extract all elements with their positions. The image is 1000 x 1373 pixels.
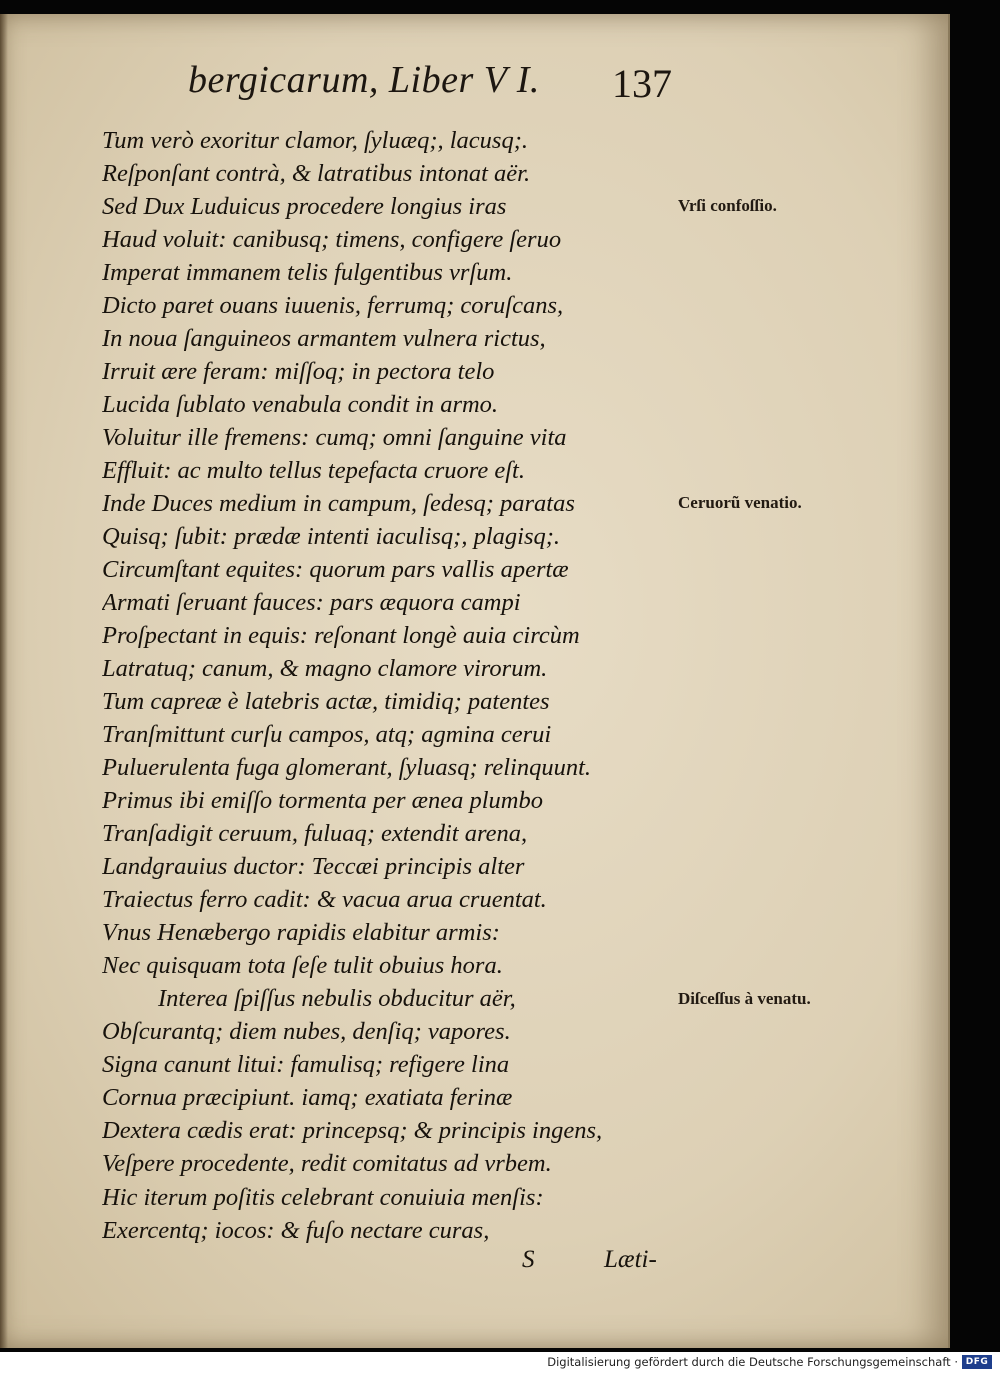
running-head: bergicarum, Liber V I.	[188, 59, 540, 101]
verse-line: Irruit ære feram: miſſoq; in pectora telo	[102, 358, 495, 386]
verse-line: Signa canunt litui: famulisq; refigere lina	[102, 1051, 510, 1079]
verse-line: Dicto paret ouans iuuenis, ferrumq; coruſcans,	[102, 292, 564, 320]
verse-line: Vnus Henæbergo rapidis elabitur armis:	[102, 919, 500, 947]
verse-line: Inde Duces medium in campum, ſedesq; paratas	[102, 490, 575, 518]
verse-line: Traiectus ferro cadit: & vacua arua cruentat.	[102, 886, 547, 914]
verse-line: Puluerulenta fuga glomerant, ſyluasq; relinquunt.	[102, 754, 592, 782]
verse-line: Armati ſeruant fauces: pars æquora campi	[102, 589, 521, 617]
margin-note: Vrſi confoſſio.	[678, 196, 777, 216]
verse-line: Cornua præcipiunt. iamq; exatiata ferinæ	[102, 1084, 513, 1112]
page-number: 137	[612, 61, 672, 106]
verse-line: Tranſadigit ceruum, fuluaq; extendit arena,	[102, 820, 528, 848]
verse-line: Dextera cædis erat: princepsq; & principis ingens,	[102, 1117, 603, 1145]
verse-line: Obſcurantq; diem nubes, denſiq; vapores.	[102, 1018, 511, 1046]
verse-line: Tranſmittunt curſu campos, atq; agmina cerui	[102, 721, 552, 749]
verse-line: Primus ibi emiſſo tormenta per ænea plumbo	[102, 787, 543, 815]
verse-line: Landgrauius ductor: Teccæi principis alter	[102, 853, 525, 881]
verse-line: Reſponſant contrà, & latratibus intonat aër.	[102, 160, 531, 188]
verse-line: Hic iterum poſitis celebrant conuiuia menſis:	[102, 1183, 544, 1211]
margin-note: Diſceſſus à venatu.	[678, 988, 811, 1008]
verse-line: Nec quisquam tota ſeſe tulit obuius hora.	[102, 952, 503, 980]
margin-note: Ceruorũ venatio.	[678, 493, 802, 513]
verse-line: Imperat immanem telis fulgentibus vrſum.	[102, 259, 513, 287]
verse-line: Haud voluit: canibusq; timens, configere ſeruo	[102, 226, 562, 254]
verse-line: Tum capreæ è latebris actæ, timidiq; patentes	[102, 688, 550, 716]
verse-line: Latratuq; canum, & magno clamore virorum.	[102, 655, 548, 683]
verse-line: Interea ſpiſſus nebulis obducitur aër,	[158, 985, 516, 1013]
verse-text	[102, 124, 662, 1247]
digitization-credit: Digitalisierung gefördert durch die Deutsche Forschungsgemeinschaft ·	[547, 1355, 958, 1369]
dfg-logo-icon: DFG	[962, 1355, 992, 1369]
verse-line: Tum verò exoritur clamor, ſyluæq;, lacusq;.	[102, 127, 528, 154]
verse-line: Proſpectant in equis: reſonant longè auia circùm	[102, 622, 580, 650]
verse-line: Veſpere procedente, redit comitatus ad vrbem.	[102, 1150, 552, 1178]
verse-line: Lucida ſublato venabula condit in armo.	[102, 391, 499, 419]
verse-line: Effluit: ac multo tellus tepefacta cruore eſt.	[102, 457, 525, 485]
footer-bar	[0, 1352, 1000, 1373]
catchword: Læti-	[604, 1246, 657, 1273]
verse-line: Quisq; ſubit: prædæ intenti iaculisq;, plagisq;.	[102, 523, 561, 551]
signature-mark: S	[522, 1246, 535, 1273]
page-gutter-shadow	[0, 14, 8, 1348]
verse-line: Voluitur ille fremens: cumq; omni ſanguine vita	[102, 424, 567, 452]
verse-line: In noua ſanguineos armantem vulnera rictus,	[102, 325, 546, 353]
book-page	[0, 14, 950, 1348]
verse-line: Sed Dux Luduicus procedere longius iras	[102, 193, 507, 221]
verse-line: Exercentq; iocos: & fuſo nectare curas,	[102, 1216, 490, 1244]
verse-line: Circumſtant equites: quorum pars vallis apertæ	[102, 556, 569, 584]
